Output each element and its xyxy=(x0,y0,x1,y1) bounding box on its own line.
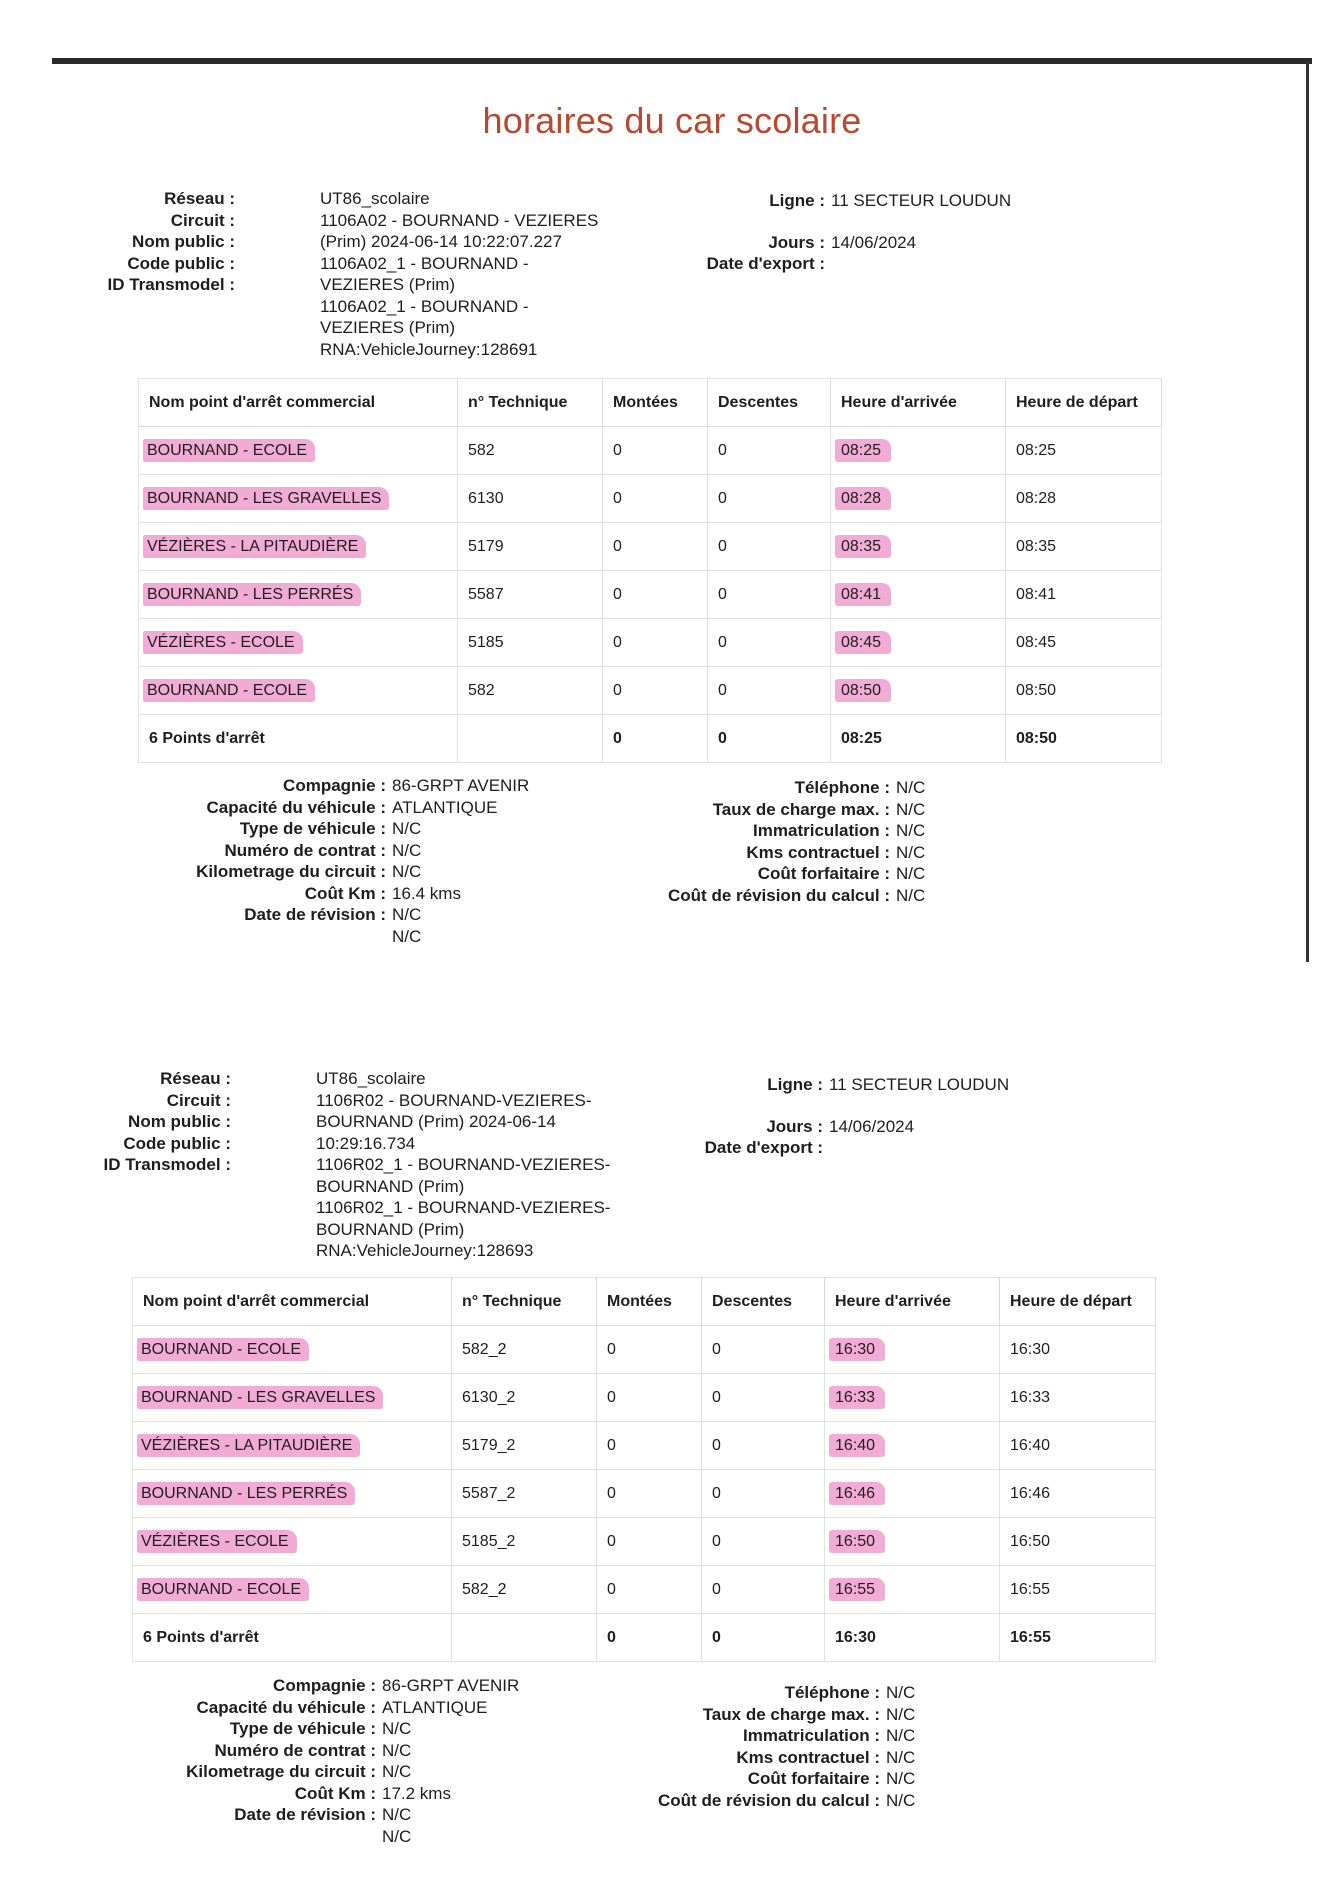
label-kms-contractuel: Kms contractuel : xyxy=(736,1747,880,1767)
info-value: N/C xyxy=(896,821,926,840)
label-compagnie: Compagnie : xyxy=(273,1676,376,1695)
montees-value: 0 xyxy=(597,1518,702,1566)
label-cout-revision: Coût de révision du calcul : xyxy=(668,885,890,905)
total-tech xyxy=(452,1614,597,1662)
ligne-value: 11 SECTEUR LOUDUN xyxy=(831,191,1012,210)
tech-number: 582_2 xyxy=(452,1566,597,1614)
montees-value: 0 xyxy=(597,1566,702,1614)
total-arrivee: 16:30 xyxy=(825,1614,1000,1662)
meta-value: UT86_scolaire xyxy=(316,1069,426,1088)
col-tech: n° Technique xyxy=(458,379,603,427)
col-depart: Heure de départ xyxy=(1000,1278,1156,1326)
label-cout-km: Coût Km : xyxy=(294,1783,376,1803)
total-label: 6 Points d'arrêt xyxy=(133,1614,452,1662)
descentes-value: 0 xyxy=(708,475,831,523)
arrival-time: 08:45 xyxy=(835,631,891,654)
label-code-public: Code public : xyxy=(123,1133,231,1153)
table-row xyxy=(133,1326,1156,1374)
montees-value: 0 xyxy=(603,571,708,619)
departure-time: 16:33 xyxy=(1000,1374,1156,1422)
montees-value: 0 xyxy=(603,667,708,715)
info-value: N/C xyxy=(392,840,422,860)
meta-value: 1106A02_1 - BOURNAND - xyxy=(320,296,529,316)
table-row xyxy=(133,1566,1156,1614)
arrival-time: 08:25 xyxy=(835,439,891,462)
col-stop: Nom point d'arrêt commercial xyxy=(133,1278,452,1326)
label-taux-charge: Taux de charge max. : xyxy=(702,1704,880,1724)
descentes-value: 0 xyxy=(702,1326,825,1374)
tech-number: 5587_2 xyxy=(452,1470,597,1518)
table-row xyxy=(139,619,1162,667)
descentes-value: 0 xyxy=(708,523,831,571)
label-cout-forfaitaire: Coût forfaitaire : xyxy=(747,1769,880,1788)
tech-number: 582 xyxy=(458,427,603,475)
info-value: 16.4 kms xyxy=(392,883,461,903)
meta-value: RNA:VehicleJourney:128691 xyxy=(320,339,538,359)
label-ligne: Ligne : xyxy=(769,191,825,210)
jours-value: 14/06/2024 xyxy=(831,232,917,252)
label-date-export: Date d'export : xyxy=(706,254,825,273)
tech-number: 5179 xyxy=(458,523,603,571)
cost-info-1 xyxy=(660,777,925,906)
label-telephone: Téléphone : xyxy=(794,778,890,797)
arrival-time: 16:33 xyxy=(829,1386,885,1409)
departure-time: 16:30 xyxy=(1000,1326,1156,1374)
total-descentes: 0 xyxy=(702,1614,825,1662)
departure-time: 08:35 xyxy=(1006,523,1162,571)
stop-name: VÉZIÈRES - LA PITAUDIÈRE xyxy=(137,1434,360,1457)
col-depart: Heure de départ xyxy=(1006,379,1162,427)
stop-name: BOURNAND - ECOLE xyxy=(143,439,315,462)
ligne-value: 11 SECTEUR LOUDUN xyxy=(829,1075,1010,1094)
tech-number: 6130_2 xyxy=(452,1374,597,1422)
meta-value: 10:29:16.734 xyxy=(316,1133,416,1153)
meta-value: VEZIERES (Prim) xyxy=(320,318,456,337)
timetable-1 xyxy=(138,378,1162,763)
departure-time: 08:41 xyxy=(1006,571,1162,619)
label-nom-public: Nom public : xyxy=(132,232,235,251)
label-ligne: Ligne : xyxy=(767,1075,823,1094)
stop-name: BOURNAND - LES GRAVELLES xyxy=(143,487,389,510)
info-value: N/C xyxy=(896,799,926,819)
meta-right-1 xyxy=(690,190,1011,275)
info-value: N/C xyxy=(886,1747,916,1767)
info-value: N/C xyxy=(886,1769,916,1788)
label-kilometrage: Kilometrage du circuit : xyxy=(186,1762,376,1781)
montees-value: 0 xyxy=(603,427,708,475)
arrival-time: 08:28 xyxy=(835,487,891,510)
label-capacite: Capacité du véhicule : xyxy=(206,797,386,817)
label-date-revision: Date de révision : xyxy=(244,905,386,924)
label-jours: Jours : xyxy=(768,232,825,252)
descentes-value: 0 xyxy=(702,1374,825,1422)
montees-value: 0 xyxy=(597,1326,702,1374)
info-value: N/C xyxy=(382,1719,412,1738)
col-stop: Nom point d'arrêt commercial xyxy=(139,379,458,427)
info-value: N/C xyxy=(886,1683,916,1702)
label-type-vehicule: Type de véhicule : xyxy=(229,1719,376,1738)
label-reseau: Réseau : xyxy=(164,189,235,208)
info-value: N/C xyxy=(886,1726,916,1745)
table-row xyxy=(139,427,1162,475)
label-kilometrage: Kilometrage du circuit : xyxy=(196,862,386,881)
label-cout-forfaitaire: Coût forfaitaire : xyxy=(757,864,890,883)
tech-number: 5185_2 xyxy=(452,1518,597,1566)
meta-values-2 xyxy=(316,1068,610,1262)
tech-number: 6130 xyxy=(458,475,603,523)
tech-number: 582 xyxy=(458,667,603,715)
table-row xyxy=(133,1470,1156,1518)
stop-name: BOURNAND - LES GRAVELLES xyxy=(137,1386,383,1409)
label-taux-charge: Taux de charge max. : xyxy=(712,799,890,819)
label-numero-contrat: Numéro de contrat : xyxy=(224,840,386,860)
timetable-2 xyxy=(132,1277,1156,1662)
label-code-public: Code public : xyxy=(127,253,235,273)
info-value: N/C xyxy=(392,926,422,946)
col-arrivee: Heure d'arrivée xyxy=(831,379,1006,427)
label-id-transmodel: ID Transmodel : xyxy=(107,275,235,294)
meta-value: 1106R02 - BOURNAND-VEZIERES- xyxy=(316,1090,592,1110)
montees-value: 0 xyxy=(603,619,708,667)
meta-values-1 xyxy=(320,188,598,360)
montees-value: 0 xyxy=(597,1374,702,1422)
compagnie-value: 86-GRPT AVENIR xyxy=(392,776,530,795)
info-value: N/C xyxy=(392,862,422,881)
label-date-revision: Date de révision : xyxy=(234,1805,376,1824)
label-id-transmodel: ID Transmodel : xyxy=(103,1155,231,1174)
meta-right-2 xyxy=(688,1074,1009,1159)
arrival-time: 16:46 xyxy=(829,1482,885,1505)
departure-time: 08:50 xyxy=(1006,667,1162,715)
total-depart: 16:55 xyxy=(1000,1614,1156,1662)
stop-name: VÉZIÈRES - ECOLE xyxy=(143,631,303,654)
table-row xyxy=(139,523,1162,571)
label-cout-km: Coût Km : xyxy=(304,883,386,903)
vehicle-info-2 xyxy=(166,1675,519,1847)
label-kms-contractuel: Kms contractuel : xyxy=(746,842,890,862)
total-row xyxy=(133,1614,1156,1662)
label-jours: Jours : xyxy=(766,1116,823,1136)
total-depart: 08:50 xyxy=(1006,715,1162,763)
meta-value: BOURNAND (Prim) 2024-06-14 xyxy=(316,1112,556,1131)
descentes-value: 0 xyxy=(702,1470,825,1518)
info-value: N/C xyxy=(896,864,926,883)
descentes-value: 0 xyxy=(702,1518,825,1566)
descentes-value: 0 xyxy=(708,619,831,667)
montees-value: 0 xyxy=(597,1422,702,1470)
cost-info-2 xyxy=(650,1682,915,1811)
departure-time: 16:50 xyxy=(1000,1518,1156,1566)
montees-value: 0 xyxy=(603,523,708,571)
stop-name: BOURNAND - ECOLE xyxy=(143,679,315,702)
info-value: N/C xyxy=(392,819,422,838)
descentes-value: 0 xyxy=(702,1566,825,1614)
label-immatriculation: Immatriculation : xyxy=(743,1726,880,1745)
meta-value: BOURNAND (Prim) xyxy=(316,1219,465,1239)
departure-time: 16:46 xyxy=(1000,1470,1156,1518)
meta-value: (Prim) 2024-06-14 10:22:07.227 xyxy=(320,232,562,251)
montees-value: 0 xyxy=(597,1470,702,1518)
label-numero-contrat: Numéro de contrat : xyxy=(214,1740,376,1760)
meta-left-1 xyxy=(52,188,235,296)
tech-number: 5185 xyxy=(458,619,603,667)
info-value: ATLANTIQUE xyxy=(392,797,498,817)
meta-value: VEZIERES (Prim) xyxy=(320,275,456,294)
col-arrivee: Heure d'arrivée xyxy=(825,1278,1000,1326)
total-montees: 0 xyxy=(603,715,708,763)
arrival-time: 08:41 xyxy=(835,583,891,606)
total-descentes: 0 xyxy=(708,715,831,763)
top-border xyxy=(52,58,1312,64)
meta-value: BOURNAND (Prim) xyxy=(316,1176,465,1196)
meta-value: 1106A02 - BOURNAND - VEZIERES xyxy=(320,210,599,230)
arrival-time: 08:35 xyxy=(835,535,891,558)
total-montees: 0 xyxy=(597,1614,702,1662)
info-value: N/C xyxy=(886,1790,916,1810)
label-circuit: Circuit : xyxy=(166,1090,231,1110)
info-value: N/C xyxy=(896,842,926,862)
descentes-value: 0 xyxy=(702,1422,825,1470)
table-row xyxy=(133,1518,1156,1566)
stop-name: BOURNAND - LES PERRÉS xyxy=(137,1482,355,1505)
label-compagnie: Compagnie : xyxy=(283,776,386,795)
info-value: N/C xyxy=(896,778,926,797)
descentes-value: 0 xyxy=(708,571,831,619)
departure-time: 08:45 xyxy=(1006,619,1162,667)
meta-value: UT86_scolaire xyxy=(320,189,430,208)
arrival-time: 16:40 xyxy=(829,1434,885,1457)
stop-name: BOURNAND - LES PERRÉS xyxy=(143,583,361,606)
table-row xyxy=(133,1422,1156,1470)
col-montees: Montées xyxy=(597,1278,702,1326)
stop-name: BOURNAND - ECOLE xyxy=(137,1578,309,1601)
label-cout-revision: Coût de révision du calcul : xyxy=(658,1790,880,1810)
departure-time: 16:55 xyxy=(1000,1566,1156,1614)
departure-time: 16:40 xyxy=(1000,1422,1156,1470)
meta-left-2 xyxy=(48,1068,231,1176)
stop-name: VÉZIÈRES - ECOLE xyxy=(137,1530,297,1553)
info-value: N/C xyxy=(382,1762,412,1781)
table-row xyxy=(139,475,1162,523)
arrival-time: 16:55 xyxy=(829,1578,885,1601)
descentes-value: 0 xyxy=(708,667,831,715)
label-date-export: Date d'export : xyxy=(704,1138,823,1157)
total-row xyxy=(139,715,1162,763)
meta-value: RNA:VehicleJourney:128693 xyxy=(316,1241,534,1260)
label-circuit: Circuit : xyxy=(170,210,235,230)
arrival-time: 16:30 xyxy=(829,1338,885,1361)
departure-time: 08:25 xyxy=(1006,427,1162,475)
compagnie-value: 86-GRPT AVENIR xyxy=(382,1676,520,1695)
label-nom-public: Nom public : xyxy=(128,1112,231,1131)
col-montees: Montées xyxy=(603,379,708,427)
label-capacite: Capacité du véhicule : xyxy=(196,1697,376,1717)
col-descentes: Descentes xyxy=(702,1278,825,1326)
info-value: N/C xyxy=(382,1740,412,1760)
info-value: N/C xyxy=(382,1805,412,1824)
meta-value: 1106R02_1 - BOURNAND-VEZIERES- xyxy=(316,1198,611,1217)
descentes-value: 0 xyxy=(708,427,831,475)
info-value: 17.2 kms xyxy=(382,1783,451,1803)
info-value: N/C xyxy=(896,885,926,905)
table-header xyxy=(139,379,1162,427)
stop-name: VÉZIÈRES - LA PITAUDIÈRE xyxy=(143,535,366,558)
col-descentes: Descentes xyxy=(708,379,831,427)
total-label: 6 Points d'arrêt xyxy=(139,715,458,763)
vehicle-info-1 xyxy=(176,775,529,947)
table-row xyxy=(139,571,1162,619)
label-telephone: Téléphone : xyxy=(784,1683,880,1702)
table-header xyxy=(133,1278,1156,1326)
stop-name: BOURNAND - ECOLE xyxy=(137,1338,309,1361)
total-arrivee: 08:25 xyxy=(831,715,1006,763)
label-reseau: Réseau : xyxy=(160,1069,231,1088)
tech-number: 5587 xyxy=(458,571,603,619)
montees-value: 0 xyxy=(603,475,708,523)
arrival-time: 08:50 xyxy=(835,679,891,702)
info-value: N/C xyxy=(886,1704,916,1724)
info-value: N/C xyxy=(392,905,422,924)
page-title: horaires du car scolaire xyxy=(482,100,862,141)
info-value: N/C xyxy=(382,1826,412,1846)
tech-number: 5179_2 xyxy=(452,1422,597,1470)
label-type-vehicule: Type de véhicule : xyxy=(239,819,386,838)
table-row xyxy=(139,667,1162,715)
meta-value: 1106A02_1 - BOURNAND - xyxy=(320,253,529,273)
tech-number: 582_2 xyxy=(452,1326,597,1374)
label-immatriculation: Immatriculation : xyxy=(753,821,890,840)
jours-value: 14/06/2024 xyxy=(829,1116,915,1136)
total-tech xyxy=(458,715,603,763)
meta-value: 1106R02_1 - BOURNAND-VEZIERES- xyxy=(316,1155,611,1174)
right-border xyxy=(1306,62,1309,962)
departure-time: 08:28 xyxy=(1006,475,1162,523)
arrival-time: 16:50 xyxy=(829,1530,885,1553)
table-row xyxy=(133,1374,1156,1422)
info-value: ATLANTIQUE xyxy=(382,1697,488,1717)
col-tech: n° Technique xyxy=(452,1278,597,1326)
